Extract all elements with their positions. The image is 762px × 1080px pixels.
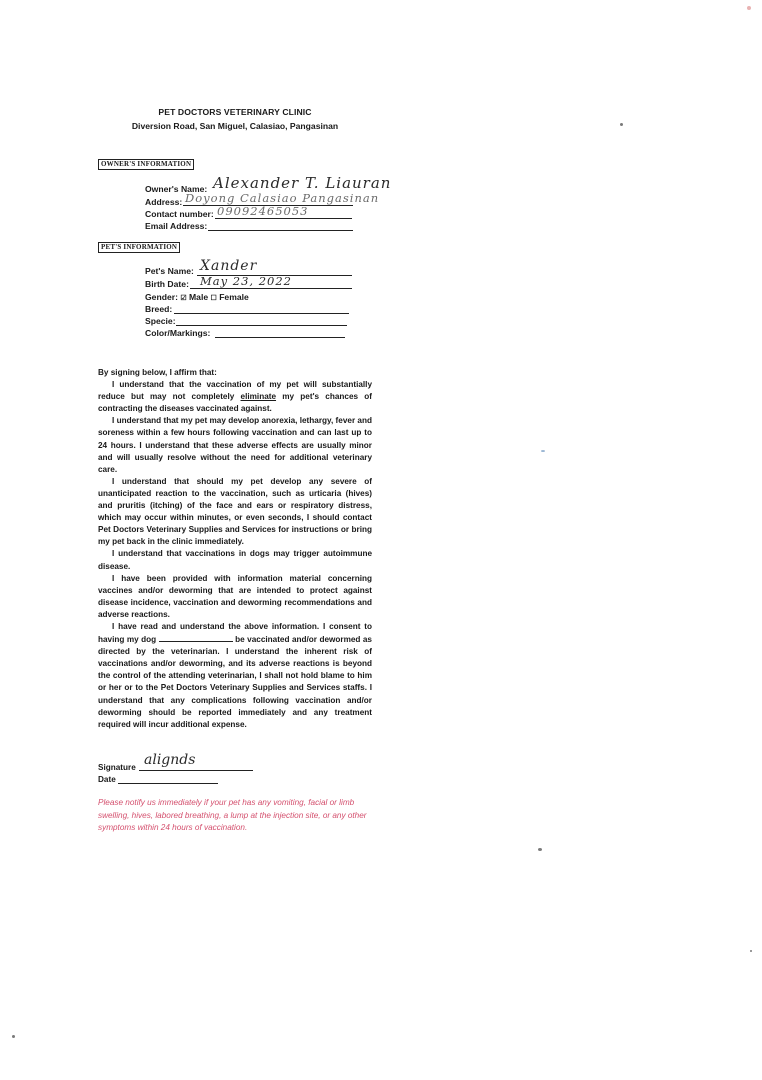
male-checkbox[interactable]: ☑ [180,295,187,302]
scan-speck [12,1035,15,1038]
scan-speck [750,950,752,952]
affirmation-text [98,367,372,731]
owner-name-label: Owner's Name: [145,184,208,194]
scan-speck [538,848,542,851]
affirmation-paragraph-5: I have been provided with information material concerning vaccines and/or deworming that are intended to protect against disease incidence, vaccination and deworming recommendations and adverse reactions. [98,573,372,619]
owner-section-header: OWNER'S INFORMATION [98,159,194,170]
address-value: Doyong Calasiao Pangasinan [185,191,380,205]
clinic-name: PET DOCTORS VETERINARY CLINIC [158,107,312,117]
pet-section-header: PET'S INFORMATION [98,242,180,253]
specie-line [176,325,347,326]
owner-name-value: Alexander T. Liauran [213,174,392,192]
affirmation-paragraph-2: I understand that my pet may develop anorexia, lethargy, fever and soreness within a few hours following vaccination and can last up to 24 hours. I understand that these adverse effects are usually minor and will usually resolve without the need for additional veterinary care. [98,416,372,474]
affirmation-paragraph-6: I have read and understand the above information. I consent to having my dog be vaccinated and/or dewormed as directed by the veterinarian. I understand the inherent risk of vaccinations and/or deworming, and its adverse reactions is beyond the control of the attending veterinarian, I shall not hold blame to him or her or to the Pet Doctors Veterinary Supplies and Services staffs. I understand that any complications following vaccination and/or deworming should be reported immediately and any treatment required will incur additional expense. [98,621,372,729]
pet-name-value: Xander [200,258,258,274]
date-line [118,783,218,784]
birth-date-value: May 23, 2022 [200,274,292,288]
contact-value: 09092465053 [217,204,309,218]
breed-label: Breed: [145,304,173,314]
signature-image: alignds [144,752,196,768]
affirmation-paragraph-3: I understand that should my pet develop any severe of unanticipated reaction to the vaccination, such as urticaria (hives) and pruritis (itching) of the face and ears or respiratory distress, which may occur within minutes, or even seconds, I should contact Pet Doctors Veterinary Supplies and Services for instructions or bring my pet back in the clinic immediately. [98,476,372,547]
birth-date-line [190,288,352,289]
scan-speck [747,6,751,10]
affirmation-paragraph-1: I understand that the vaccination of my pet will substantially reduce but may not completely eliminate my pet's chances of contracting the diseases vaccinated against. [98,380,372,414]
affirmation-intro: By signing below, I affirm that: [98,368,217,377]
clinic-address: Diversion Road, San Miguel, Calasiao, Pangasinan [131,121,339,131]
breed-line [174,313,349,314]
female-label: Female [219,292,249,302]
color-markings-line [215,337,345,338]
signature-label: Signature [98,763,136,772]
email-line [208,230,353,231]
scan-speck [541,450,545,452]
affirmation-paragraph-4: I understand that vaccinations in dogs may trigger autoimmune disease. [98,549,372,571]
address-label: Address: [145,197,183,207]
email-label: Email Address: [145,221,208,231]
contact-line [215,218,352,219]
birth-date-label: Birth Date: [145,279,189,289]
gender-label: Gender: [145,292,178,302]
signature-line [139,770,253,771]
date-label: Date [98,775,116,784]
pet-name-label: Pet's Name: [145,266,194,276]
dog-name-blank[interactable] [159,633,233,642]
eliminate-word: eliminate [240,392,277,402]
notice-text: Please notify us immediately if your pet has any vomiting, facial or limb swelling, hives, labored breathing, a lump at the injection site, or any other symptoms within 24 hours of vaccination. [98,798,367,832]
specie-label: Specie: [145,316,176,326]
gender-field [145,292,249,302]
scan-speck [620,123,623,126]
color-markings-label: Color/Markings: [145,328,211,338]
female-checkbox[interactable]: ☐ [210,295,217,302]
contact-label: Contact number: [145,209,214,219]
male-label: Male [189,292,209,302]
